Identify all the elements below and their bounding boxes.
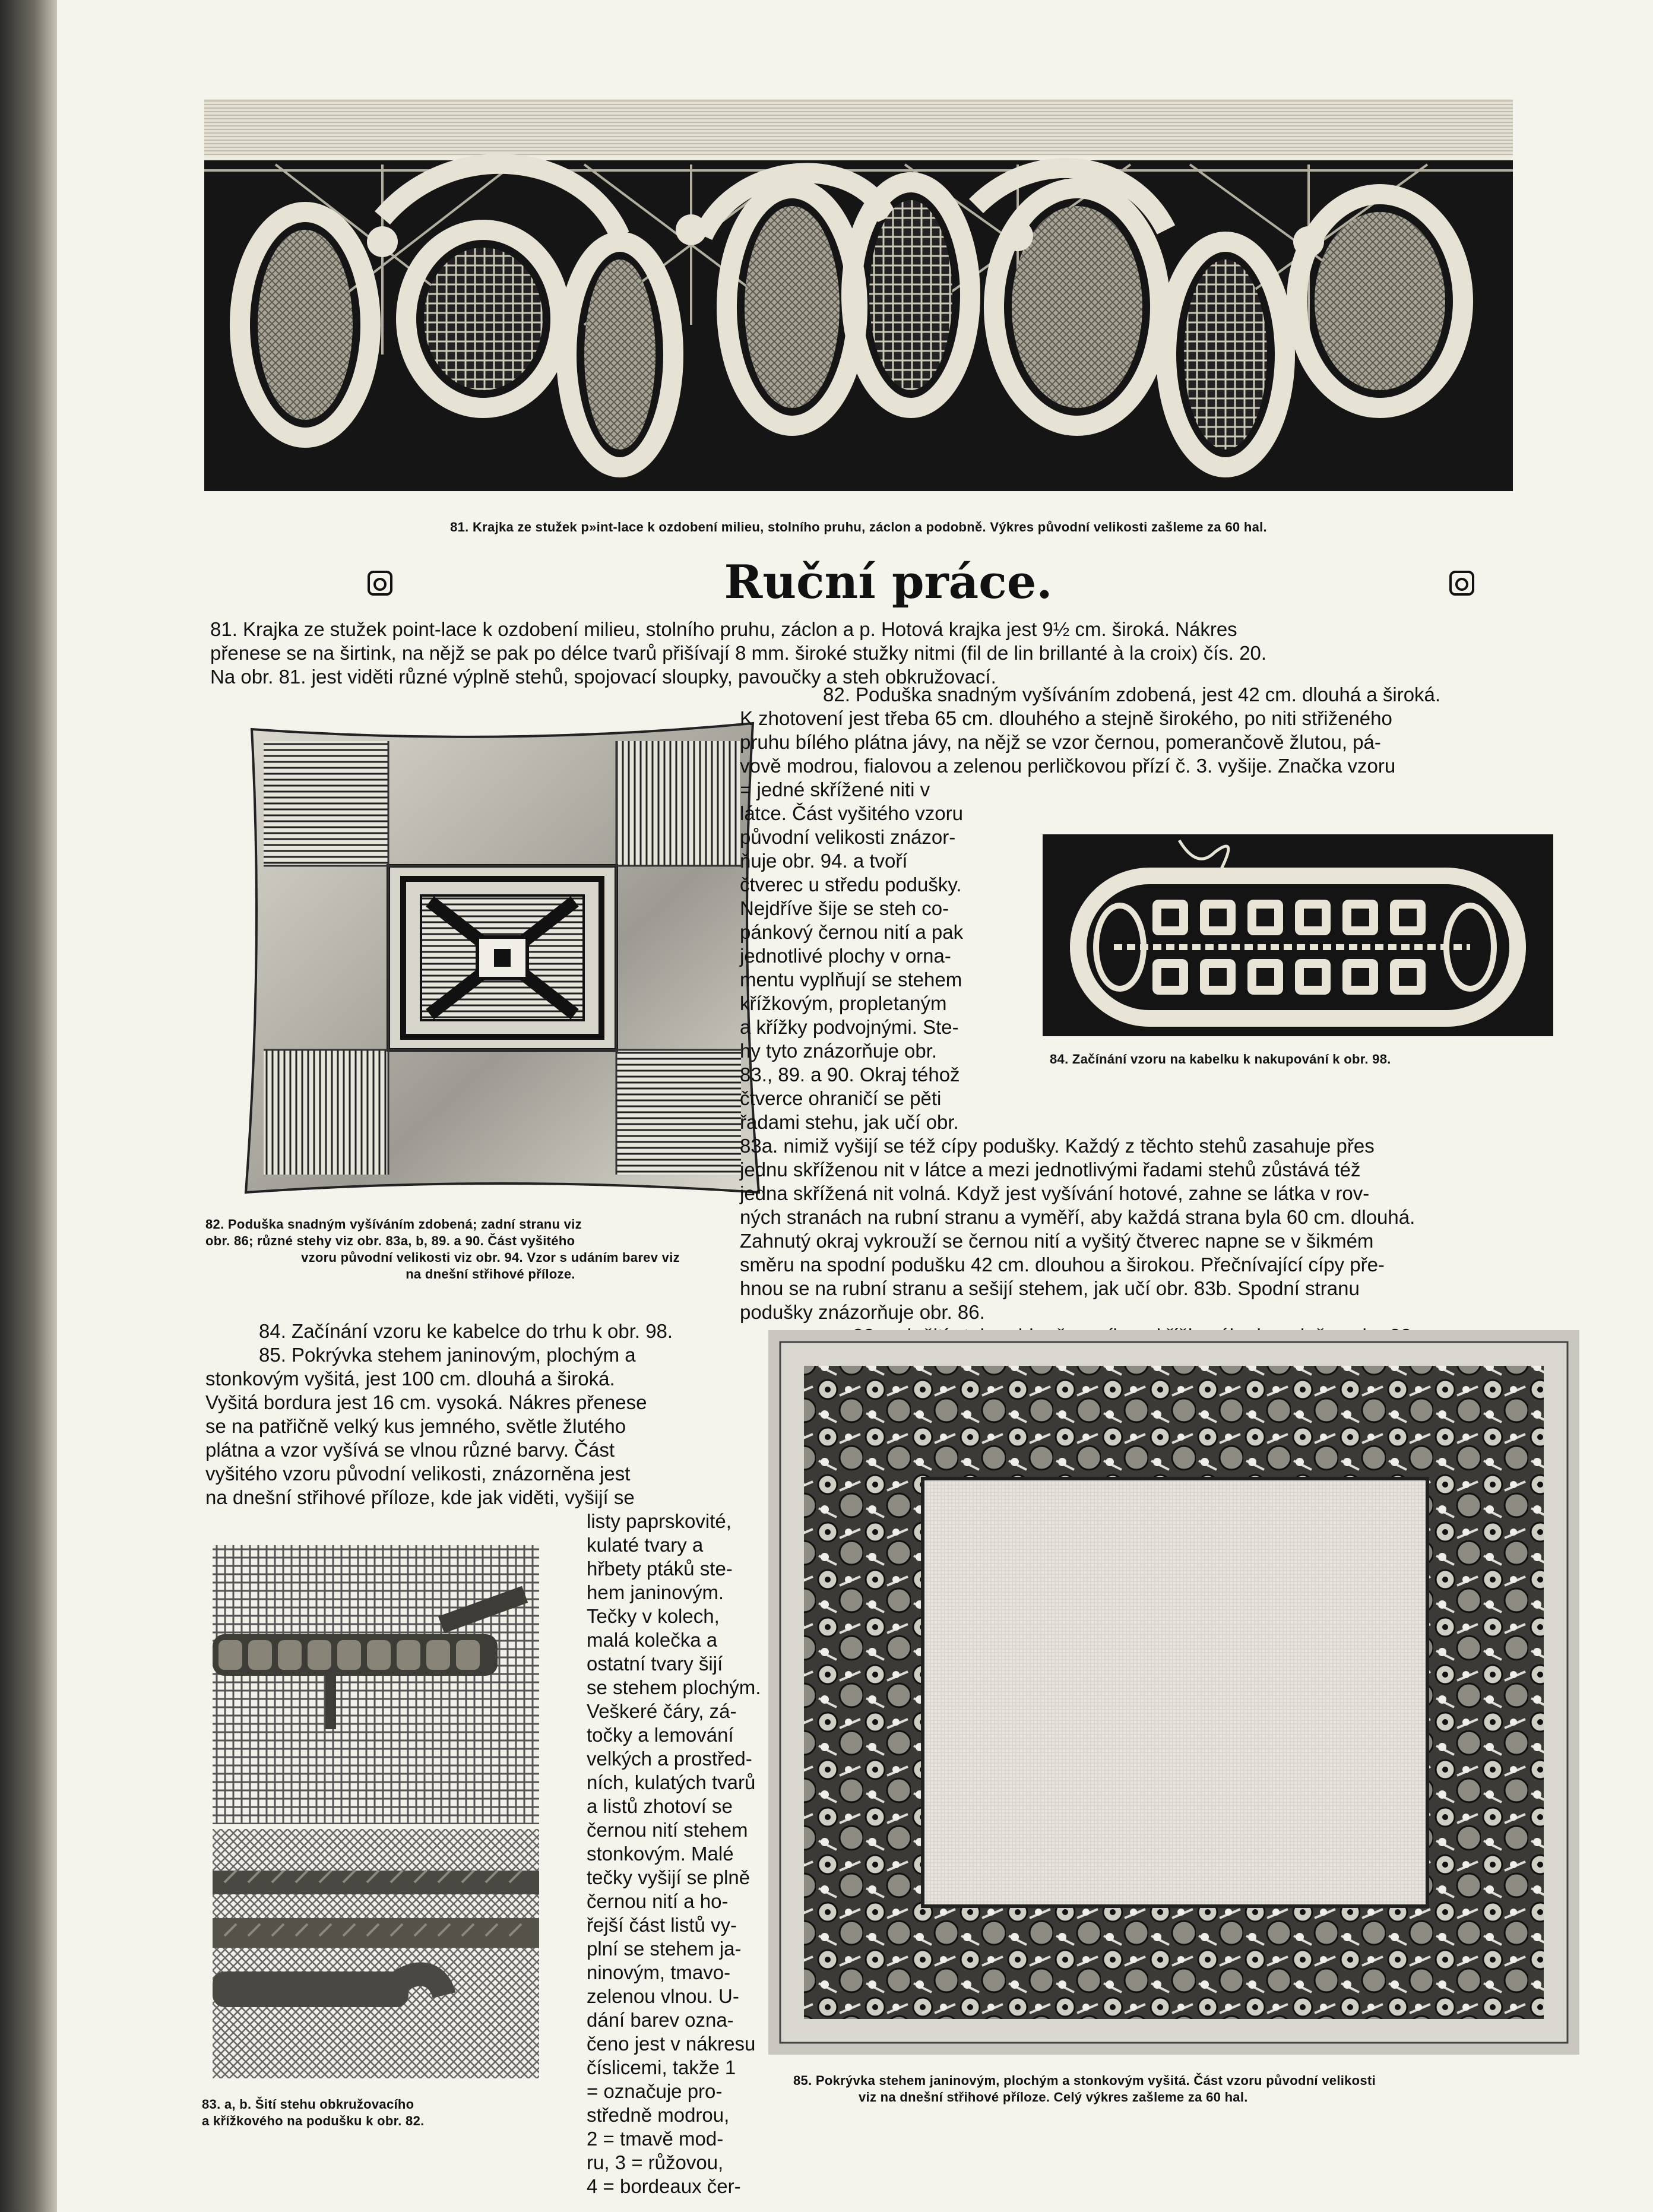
text-line: Vyšitá bordura jest 16 cm. vysoká. Nákres přenese [205, 1391, 647, 1413]
text-line: Na obr. 81. jest viděti různé výplně stehů, spojovací sloupky, pavoučky a steh obkružovací. [210, 666, 996, 688]
caption-line: vzoru původní velikosti viz obr. 94. Vzor s udáním barev viz [301, 1250, 680, 1265]
text-line: jednu skříženou nit v látce a mezi jednotlivými řadami stehů zůstává též [740, 1159, 1361, 1181]
text-line: vyšitého vzoru původní velikosti, znázorněna jest [205, 1463, 631, 1485]
text-line: Nejdříve šije se steh co- [740, 897, 949, 919]
text-line: směru na spodní podušku 42 cm. dlouhou a širokou. Přečnívající cípy pře- [740, 1254, 1385, 1276]
text-line: 85. Pokrývka stehem janinovým, plochým a [259, 1344, 636, 1366]
article-84-text: 84. Začínání vzoru ke kabelce do trhu k obr. 98. [259, 1320, 673, 1342]
text-line: plní se stehem ja- [587, 1938, 742, 1960]
text-line: černou nití a ho- [587, 1890, 729, 1912]
text-line: ňuje obr. 94. a tvoří [740, 850, 908, 872]
text-line: listy paprskovité, [587, 1510, 732, 1532]
text-line: 4 = bordeaux čer- [587, 2175, 741, 2197]
text-line: ních, kulatých tvarů [587, 1771, 756, 1793]
text-line: 82. Poduška snadným vyšíváním zdobená, jest 42 cm. dlouhá a široká. [823, 683, 1441, 705]
text-line: jedna skřížená nit volná. Když jest vyšívání hotové, zahne se látka v rov- [740, 1182, 1370, 1204]
text-line: dání barev ozna- [587, 2009, 734, 2031]
ornament-icon-left [367, 570, 393, 599]
article-85-text [205, 1343, 775, 1510]
text-line: mentu vyplňují se stehem [740, 969, 962, 991]
text-line: se stehem plochým. [587, 1676, 761, 1698]
text-line: původní velikosti znázor- [740, 826, 956, 848]
text-line: křížkovým, propletaným [740, 992, 947, 1014]
text-line: a listů zhotoví se [587, 1795, 733, 1817]
figure-85-cover-image [768, 1330, 1579, 2055]
text-line: hy tyto znázorňuje obr. [740, 1040, 938, 1062]
figure-83a-stitch-image [213, 1545, 539, 1824]
text-line: řejší část listů vy- [587, 1914, 737, 1936]
article-85-text-narrow [587, 1510, 774, 2198]
text-line: Tečky v kolech, [587, 1605, 720, 1627]
text-line: a křížky podvojnými. Ste- [740, 1016, 959, 1038]
lace-drawing [204, 99, 1513, 491]
article-81-text [210, 618, 1576, 689]
text-line: kulaté tvary a [587, 1534, 704, 1556]
page-title: Ruční práce. [724, 555, 1053, 609]
figure-85-caption [793, 2072, 1583, 2106]
figure-83b-stitch-image [213, 1829, 539, 2078]
text-line: 83a. nimiž vyšijí se též cípy podušky. Každý z těchto stehů zasahuje přes [740, 1135, 1375, 1157]
text-line: hřbety ptáků ste- [587, 1558, 733, 1580]
text-line: hnou se na rubní stranu a sešijí stehem, jak učí obr. 83b. Spodní stranu [740, 1277, 1360, 1299]
text-line: 83., 89. a 90. Okraj téhož [740, 1064, 960, 1086]
figure-81-caption: 81. Krajka ze stužek p»int-lace k ozdobení milieu, stolního pruhu, záclon a podobně. Výkres původní velikosti zašleme za 60 hal. [450, 520, 1267, 534]
text-line: ostatní tvary šijí [587, 1653, 723, 1675]
caption-line: 85. Pokrývka stehem janinovým, plochým a stonkovým vyšitá. Část vzoru původní velikosti [793, 2073, 1376, 2088]
text-line: na dnešní střihové příloze, kde jak viděti, vyšijí se [205, 1486, 635, 1508]
text-line: látce. Část vyšitého vzoru [740, 802, 963, 824]
figure-82-cushion-image [240, 717, 765, 1198]
text-line: řadami stehu, jak učí obr. [740, 1111, 959, 1133]
caption-line: 83. a, b. Šití stehu obkružovacího [202, 2097, 414, 2112]
text-line: černou nití stehem [587, 1819, 748, 1841]
text-line: K zhotovení jest třeba 65 cm. dlouhého a stejně širokého, po niti střiženého [740, 707, 1392, 729]
text-line: tečky vyšijí se plně [587, 1866, 750, 1888]
caption-line: viz na dnešní střihové příloze. Celý výkres zašleme za 60 hal. [859, 2090, 1248, 2105]
book-binding-edge [0, 0, 57, 2212]
text-line: číslicemi, takže 1 [587, 2056, 736, 2078]
text-line: hem janinovým. [587, 1581, 724, 1603]
text-line: malá kolečka a [587, 1629, 718, 1651]
figure-82-caption [205, 1216, 775, 1283]
text-line: přenese se na širtink, na nějž se pak po délce tvarů přišívají 8 mm. široké stužky nitmi (fil de lin brillanté à la croix) čís. 20. [210, 642, 1267, 664]
text-line: čtverce ohraničí se pěti [740, 1087, 942, 1109]
article-82-text-top [740, 683, 1577, 778]
caption-line: 82. Poduška snadným vyšíváním zdobená; zadní stranu viz [205, 1217, 582, 1232]
text-line: ninovým, tmavo- [587, 1961, 731, 1983]
text-line: čtverec u středu podušky. [740, 874, 962, 895]
text-line: ru, 3 = růžovou, [587, 2151, 724, 2173]
caption-line: na dnešní střihové příloze. [406, 1267, 575, 1281]
text-line: vově modrou, fialovou a zelenou perličkovou přízí č. 3. vyšije. Značka vzoru [740, 755, 1396, 777]
text-line: Veškeré čáry, zá- [587, 1700, 737, 1722]
article-82-text-narrow [740, 778, 1049, 1134]
text-line: velkých a prostřed- [587, 1748, 752, 1770]
text-line: jednotlivé plochy v orna- [740, 945, 951, 967]
text-line: středně modrou, [587, 2104, 730, 2126]
caption-line: obr. 86; různé stehy viz obr. 83a, b, 89. a 90. Část vyšitého [205, 1233, 575, 1248]
ornament-icon-right [1449, 570, 1475, 599]
figure-81-lace-image [204, 99, 1513, 491]
text-line: = jedné skřížené niti v [740, 779, 930, 800]
figure-84-purse-image [1043, 834, 1553, 1036]
text-line: 81. Krajka ze stužek point-lace k ozdobení milieu, stolního pruhu, záclon a p. Hotová krajka jest 9½ cm. široká. Nákres [210, 618, 1237, 640]
text-line: podušky znázorňuje obr. 86. [740, 1301, 985, 1323]
article-82-text-continued [740, 1134, 1577, 1348]
text-line: se na patřičně velký kus jemného, světle žlutého [205, 1415, 626, 1437]
figure-84-caption: 84. Začínání vzoru na kabelku k nakupování k obr. 98. [1050, 1052, 1391, 1067]
text-line: pruhu bílého plátna jávy, na nějž se vzor černou, pomerančově žlutou, pá- [740, 731, 1381, 753]
text-line: zelenou vlnou. U- [587, 1985, 739, 2007]
text-line: točky a lemování [587, 1724, 734, 1746]
text-line: pánkový černou nití a pak [740, 921, 964, 943]
text-line: ných stranách na rubní stranu a vyměří, aby každá strana byla 60 cm. dlouhá. [740, 1206, 1416, 1228]
magazine-page [57, 0, 1653, 2212]
text-line: 2 = tmavě mod- [587, 2128, 724, 2150]
text-line: plátna a vzor vyšívá se vlnou různé barvy. Část [205, 1439, 615, 1461]
caption-line: a křížkového na podušku k obr. 82. [202, 2113, 425, 2128]
text-line: stonkovým. Malé [587, 1843, 734, 1865]
figure-83-caption [202, 2096, 582, 2129]
text-line: Zahnutý okraj vykrouží se černou nití a vyšitý čtverec napne se v šikmém [740, 1230, 1374, 1252]
text-line: stonkovým vyšitá, jest 100 cm. dlouhá a široká. [205, 1368, 615, 1390]
text-line: = označuje pro- [587, 2080, 723, 2102]
text-line: čeno jest v nákresu [587, 2033, 756, 2055]
